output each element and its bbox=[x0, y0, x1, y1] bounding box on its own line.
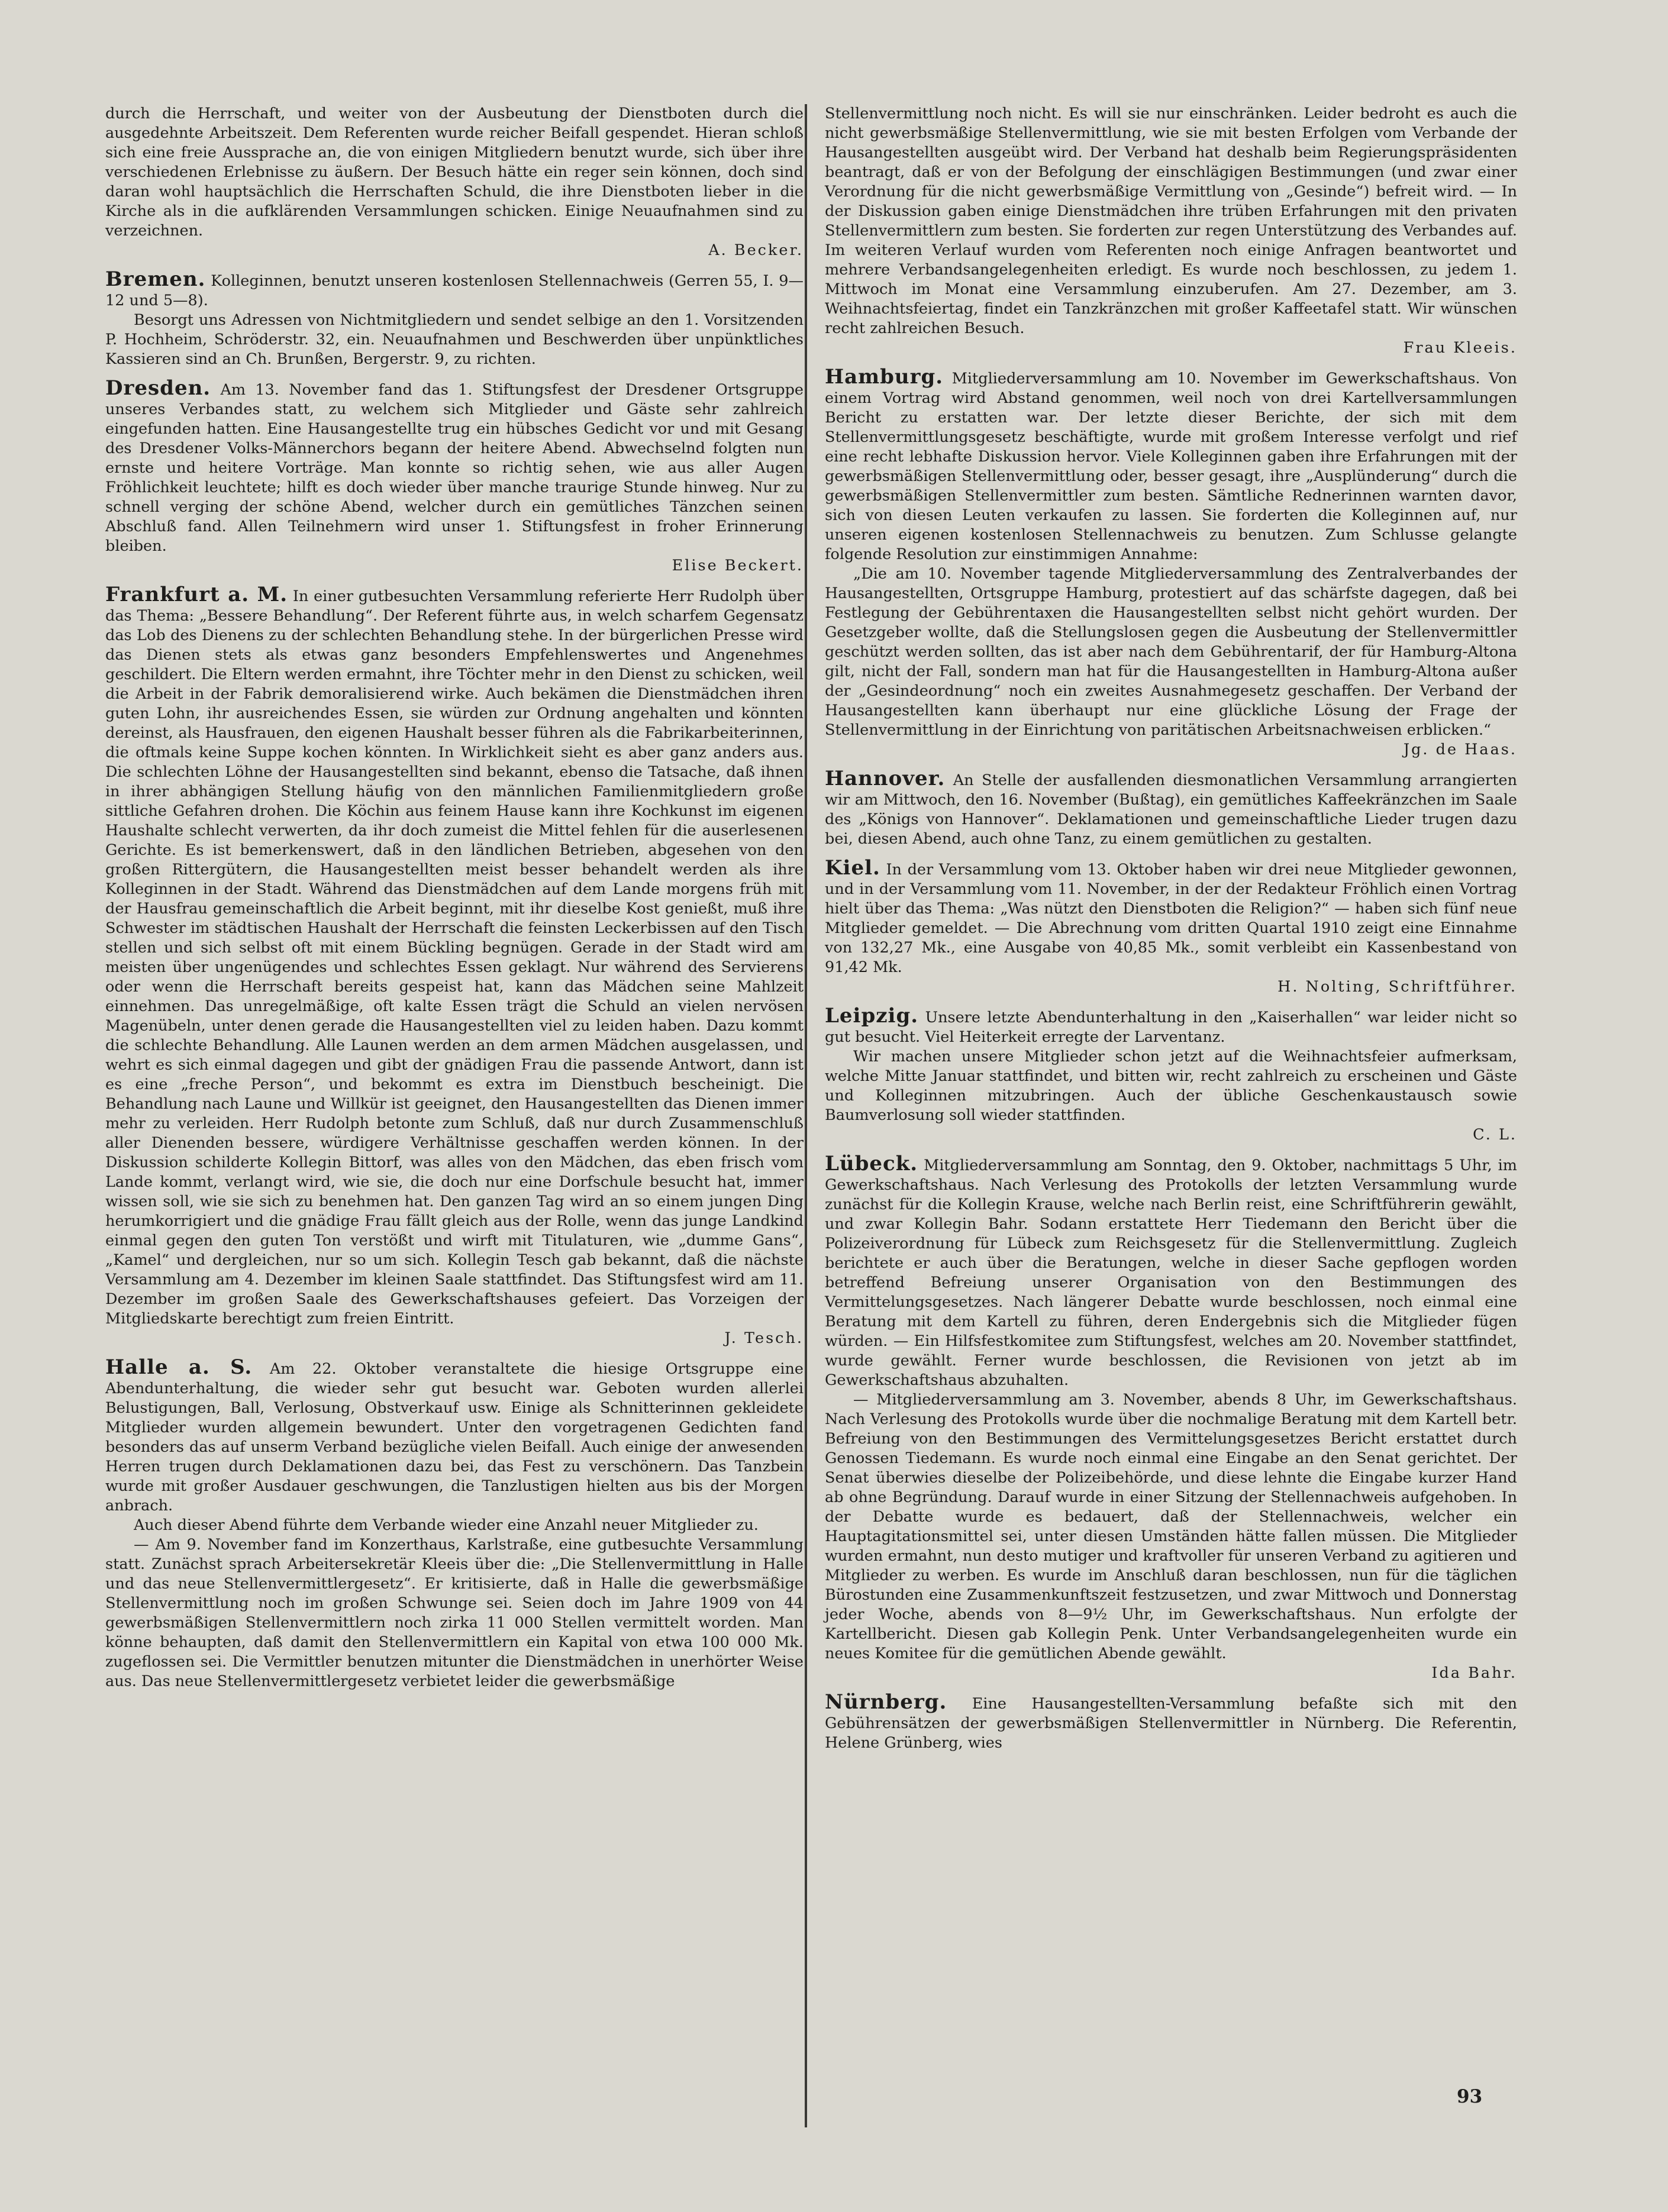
section-hamburg bbox=[825, 367, 1517, 564]
signature: C. L. bbox=[1473, 1126, 1517, 1144]
section-hannover bbox=[825, 769, 1517, 849]
leipzig-text-1: Unsere letzte Abendunterhaltung in den „Kaiserhallen“ war leider nicht so gut besucht. Viel Heiterkeit erregte der Larventanz. bbox=[825, 1009, 1517, 1046]
heading-hannover: Hannover. bbox=[825, 767, 946, 790]
signature: Elise Beckert. bbox=[672, 557, 804, 574]
halle-text-1: Am 22. Oktober veranstaltete die hiesige Ortsgruppe eine Abendunterhaltung, die wieder sehr gut besucht war. Geboten wurden allerlei Belustigungen, Ball, Verlosung, Obstverkauf usw. Einige als Schnitterinnen gekleidete Mitglieder wurden allgemein bewundert. Unter den vorgetragenen Gedichten fand besonders das auf unserm Verband bezügliche vielen Beifall. Auch einige der anwesenden Herren trugen durch Deklamationen dazu bei, das Fest zu verschönern. Das Tanzbein wurde mit großer Ausdauer geschwungen, die Tanzlustigen hielten aus bis der Morgen anbrach. bbox=[105, 1360, 804, 1515]
page-number: 93 bbox=[1457, 2086, 1483, 2107]
article-continuation: Stellenvermittlung noch nicht. Es will sie nur einschränken. Leider bedroht es auch die nicht gewerbsmäßige Stellenvermittlung, wie sie mit besten Erfolgen vom Verbande der Hausangestellten ausgeübt wird. Der Verband hat deshalb beim Regierungspräsidenten beantragt, daß er von der Befolgung der einschlägigen Bestimmungen (und zwar einer Verordnung für die nicht gewerbsmäßige Vermittlung von „Gesinde“) befreit wird. — In der Diskussion gaben einige Dienstmädchen ihre trüben Erfahrungen mit den privaten Stellenvermittlern zum besten. Sie forderten zur regen Unterstützung des Verbandes auf. Im weiteren Verlauf wurden vom Referenten noch einige Anfragen beantwortet und mehrere Verbandsangelegenheiten erledigt. Es wurde noch beschlossen, zu jedem 1. Mittwoch im Monat eine Versammlung einzuberufen. Am 27. Dezember, am 3. Weihnachtsfeiertag, findet ein Tanzkränzchen mit großer Kaffeetafel statt. Wir wünschen recht zahlreichen Besuch. bbox=[825, 105, 1517, 337]
heading-hamburg: Hamburg. bbox=[825, 365, 944, 389]
bremen-text-2: Besorgt uns Adressen von Nichtmitgliedern und sendet selbige an den 1. Vorsitzenden P. Hochheim, Schröderstr. 32, ein. Neuaufnahmen und Beschwerden über unpünktliches Kassieren sind an Ch. Brunßen, Bergerstr. 9, zu richten. bbox=[105, 311, 804, 368]
halle-text-3: — Am 9. November fand im Konzerthaus, Karlstraße, eine gutbesuchte Versammlung statt. Zunächst sprach Arbeitersekretär Kleeis über die: „Die Stellenvermittlung in Halle und das neue Stellenvermittlergesetz“. Er kritisierte, daß in Halle die gewerbsmäßige Stellenvermittlung noch im großen Schwunge sei. Seien doch im Jahre 1909 von 44 gewerbsmäßigen Stellenvermittlern noch zirka 11 000 Stellen vermittelt worden. Man könne behaupten, daß damit den Stellenvermittlern ein Kapital von etwa 100 000 Mk. zugeflossen sei. Die Vermittler benutzen mitunter die Dienstmädchen in unerhörter Weise aus. Das neue Stellenvermittlergesetz verbietet leider die gewerbsmäßige bbox=[105, 1536, 804, 1690]
luebeck-text-2: — Mitgliederversammlung am 3. November, abends 8 Uhr, im Gewerkschaftshaus. Nach Verlesung des Protokolls wurde über die nochmalige Beratung mit dem Kartell betr. Befreiung von den Bestimmungen des Vermittelungsgesetzes Bericht erstattet durch Genossen Tiedemann. Es wurde noch einmal eine Eingabe an den Senat gerichtet. Der Senat überwies dieselbe der Polizeibehörde, und diese lehnte die Eingabe kurzer Hand ab ohne Begründung. Darauf wurde in einer Sitzung der Stellennachweis aufgehoben. In der Debatte wurde es bedauert, daß der Stellennachweis, welcher ein Hauptagitationsmittel sei, unter diesen Umständen hätte fallen müssen. Die Mitglieder wurden ermahnt, nun desto mutiger und kraftvoller für unseren Verband zu agitieren und Mitglieder zu werben. Es wurde im Anschluß daran beschlossen, nun für die täglichen Bürostunden eine Zusammenkunftszeit festzusetzen, und zwar Mittwoch und Donnerstag jeder Woche, abends von 8—9½ Uhr, im Gewerkschaftshaus. Nun erfolgte der Kartellbericht. Diesen gab Kollegin Penk. Unter Verbandsangelegenheiten wurde ein neues Komitee für die gemütlichen Abende gewählt. bbox=[825, 1391, 1517, 1662]
halle-text-2: Auch dieser Abend führte dem Verbande wieder eine Anzahl neuer Mitglieder zu. bbox=[134, 1516, 759, 1534]
section-kiel bbox=[825, 858, 1517, 977]
signature: Ida Bahr. bbox=[1431, 1664, 1517, 1682]
signature: J. Tesch. bbox=[724, 1329, 804, 1347]
luebeck-text-1: Mitgliederversammlung am Sonntag, den 9. Oktober, nachmittags 5 Uhr, im Gewerkschaftshaus. Nach Verlesung des Protokolls der letzten Versammlung wurde zunächst für die Kollegin Krause, welche nach Berlin reist, eine Schriftführerin gewählt, und zwar Kollegin Bahr. Sodann erstattete Herr Tiedemann den Bericht über die Polizeiverordnung für Lübeck zum Reichsgesetz für die Stellenvermittlung. Zugleich berichtete er auch über die Beratungen, welche in dieser Sache gepflogen worden betreffend Befreiung unserer Organisation von den Bestimmungen des Vermittelungsgesetzes. Nach längerer Debatte wurde beschlossen, noch einmal eine Beratung mit dem Kartell zu führen, deren Endergebnis sich die Mitglieder fügen würden. — Ein Hilfsfestkomitee zum Stiftungsfest, welches am 20. November stattfindet, wurde gewählt. Ferner wurde beschlossen, die Revisionen von jetzt ab im Gewerkschaftshaus abzuhalten. bbox=[825, 1157, 1517, 1389]
heading-nuernberg: Nürnberg. bbox=[825, 1690, 947, 1714]
right-column bbox=[825, 104, 1517, 1753]
nuernberg-text: Eine Hausangestellten-Versammlung befaßte sich mit den Gebührensätzen der gewerbsmäßigen Stellenvermittler in Nürnberg. Die Referentin, Helene Grünberg, wies bbox=[825, 1695, 1518, 1752]
signature: Jg. de Haas. bbox=[1403, 741, 1517, 758]
hannover-text: An Stelle der ausfallenden diesmonatlichen Versammlung arrangierten wir am Mittwoch, den 16. November (Bußtag), ein gemütliches Kaffeekränzchen im Saale des „Königs von Hannover“. Deklamationen und gemeinschaftliche Lieder trugen dazu bei, diesen Abend, auch ohne Tanz, zu einem gemütlichen zu gestalten. bbox=[825, 771, 1517, 848]
bremen-text-1: Kolleginnen, benutzt unseren kostenlosen Stellennachweis (Gerren 55, I. 9—12 und 5—8). bbox=[105, 272, 804, 309]
heading-bremen: Bremen. bbox=[105, 267, 206, 291]
heading-frankfurt: Frankfurt a. M. bbox=[105, 583, 288, 606]
signature: H. Nolting, Schriftführer. bbox=[1277, 978, 1517, 996]
heading-dresden: Dresden. bbox=[105, 376, 211, 400]
heading-leipzig: Leipzig. bbox=[825, 1004, 919, 1028]
section-bremen bbox=[105, 267, 804, 311]
heading-halle: Halle a. S. bbox=[105, 1355, 253, 1379]
signature: A. Becker. bbox=[708, 241, 804, 259]
column-divider bbox=[805, 104, 807, 2127]
dresden-text: Am 13. November fand das 1. Stiftungsfest der Dresdener Ortsgruppe unseres Verbandes statt, zu welchem sich Mitglieder und Gäste sehr zahlreich eingefunden hatten. Eine Hausangestellte trug ein hübsches Gedicht vor und mit Gesang des Dresdener Volks-Männerchors begann der heitere Abend. Abwechselnd folgten nun ernste und heitere Vorträge. Man konnte so richtig sehen, wie aus aller Augen Fröhlichkeit leuchtete; hilft es doch wieder über manche traurige Stunde hinweg. Nur zu schnell verging der schöne Abend, welcher durch ein gemütliches Tänzchen seinen Abschluß fand. Allen Teilnehmern wird unser 1. Stiftungsfest in froher Erinnerung bleiben. bbox=[105, 381, 804, 555]
section-halle bbox=[105, 1355, 804, 1516]
leipzig-text-2: Wir machen unsere Mitglieder schon jetzt auf die Weihnachtsfeier aufmerksam, welche Mitte Januar stattfindet, und bitten wir, recht zahlreich zu erscheinen und Gäste und Kolleginnen mitzubringen. Auch der übliche Geschenkaustausch sowie Baumverlosung soll wieder stattfinden. bbox=[825, 1048, 1517, 1124]
section-dresden bbox=[105, 376, 804, 556]
hamburg-resolution: „Die am 10. November tagende Mitgliederversammlung des Zentralverbandes der Hausangestellten, Ortsgruppe Hamburg, protestiert auf das schärfste dagegen, daß bei Festlegung der Gebührentaxen die Hausangestellten selbst nicht gehört wurden. Der Gesetzgeber wollte, daß die Stellungslosen gegen die Ausbeutung der Stellenvermittler geschützt werden sollten, das ist aber nach dem Gebührentarif, der für Hamburg-Altona gilt, nicht der Fall, sondern man hat für die Hausangestellten in Hamburg-Altona außer der „Gesindeordnung“ noch ein zweites Ausnahmegesetz geschaffen. Der Verband der Hausangestellten kann überhaupt nur eine glückliche Lösung der Frage der Stellenvermittlung in der Einrichtung von paritätischen Arbeitsnachweisen erblicken.“ bbox=[825, 565, 1517, 739]
left-column bbox=[105, 104, 804, 1691]
heading-luebeck: Lübeck. bbox=[825, 1152, 918, 1176]
section-nuernberg bbox=[825, 1690, 1518, 1753]
heading-kiel: Kiel. bbox=[825, 856, 880, 880]
section-frankfurt bbox=[105, 585, 804, 1329]
section-luebeck bbox=[825, 1154, 1517, 1390]
kiel-text: In der Versammlung vom 13. Oktober haben wir drei neue Mitglieder gewonnen, und in der Versammlung vom 11. November, in der der Redakteur Fröhlich einen Vortrag hielt über das Thema: „Was nützt den Dienstboten die Religion?“ — haben sich fünf neue Mitglieder gemeldet. — Die Abrechnung vom dritten Quartal 1910 zeigt eine Einnahme von 132,27 Mk., eine Ausgabe von 40,85 Mk., somit verbleibt ein Kassenbestand von 91,42 Mk. bbox=[825, 861, 1517, 976]
signature: Frau Kleeis. bbox=[1403, 339, 1517, 357]
article-continuation: durch die Herrschaft, und weiter von der Ausbeutung der Dienstboten durch die ausgedehnte Arbeitszeit. Dem Referenten wurde reicher Beifall gespendet. Hieran schloß sich eine freie Aussprache an, die von einigen Mitgliedern benutzt wurde, sich über ihre verschiedenen Erlebnisse zu äußern. Der Besuch hätte ein reger sein können, doch sind daran wohl hauptsächlich die Herrschaften Schuld, die ihre Dienstboten lieber in die Kirche als in die aufklärenden Versammlungen schicken. Einige Neuaufnahmen sind zu verzeichnen. bbox=[105, 105, 804, 240]
section-leipzig bbox=[825, 1006, 1517, 1047]
hamburg-text-1: Mitgliederversammlung am 10. November im Gewerkschaftshaus. Von einem Vortrag wird Abstand genommen, weil noch von drei Kartellversammlungen Bericht zu erstatten war. Der letzte dieser Berichte, der sich mit dem Stellenvermittlungsgesetz beschäftigte, wurde mit großem Interesse verfolgt und rief eine recht lebhafte Diskussion hervor. Viele Kolleginnen gaben ihre Erfahrungen mit der gewerbsmäßigen Stellenvermittlung oder, besser gesagt, ihre „Ausplünderung“ durch die gewerbsmäßigen Stellenvermittler zum besten. Sämtliche Rednerinnen warnten davor, sich von diesen Leuten verkaufen zu lassen. Sie forderten die Kolleginnen auf, nur unseren eigenen kostenlosen Stellennachweis zu benutzen. Zum Schlusse gelangte folgende Resolution zur einstimmigen Annahme: bbox=[825, 370, 1517, 563]
frankfurt-text: In einer gutbesuchten Versammlung referierte Herr Rudolph über das Thema: „Bessere Behandlung“. Der Referent führte aus, in welch scharfem Gegensatz das Lob des Dienens zu der schlechten Behandlung stehe. In der bürgerlichen Presse wird das Dienen stets als etwas ganz besonders Empfehlenswertes und Angenehmes geschildert. Die Eltern werden ermahnt, ihre Töchter mehr in den Dienst zu schicken, weil die Arbeit in der Fabrik demoralisierend wirke. Auch bekämen die Dienstmädchen ihren guten Lohn, ihr ausreichendes Essen, sie würden zur Ordnung angehalten und könnten dereinst, als Hausfrauen, den eigenen Haushalt besser führen als die Fabrikarbeiterinnen, die oftmals keine Suppe kochen könnten. In Wirklichkeit sieht es aber ganz anders aus. Die schlechten Löhne der Hausangestellten sind bekannt, ebenso die Tatsache, daß ihnen in ihrer abhängigen Stellung häufig von den männlichen Familienmitgliedern große sittliche Gefahren drohen. Die Köchin aus feinem Hause kann ihre Kochkunst im eigenen Haushalte schlecht verwerten, da ihr doch zumeist die Mittel fehlen für die auserlesenen Gerichte. Es ist bemerkenswert, daß in den ländlichen Betrieben, abgesehen von den großen Rittergütern, die Hausangestellten meist besser behandelt werden als ihre Kolleginnen in der Stadt. Während das Dienstmädchen auf dem Lande morgens früh mit der Hausfrau gemeinschaftlich die Arbeit beginnt, mit ihr dieselbe Kost genießt, muß ihre Schwester im städtischen Haushalt der Herrschaft die feinsten Leckerbissen auf den Tisch stellen und sich selbst oft mit einem Bückling begnügen. Gerade in der Stadt wird am meisten über ungenügendes und schlechtes Essen geklagt. Nur während des Servierens oder wenn die Herrschaft bereits gespeist hat, kann das Mädchen seine Mahlzeit einnehmen. Das unregelmäßige, oft kalte Essen trägt die Schuld an vielen nervösen Magenübeln, unter denen gerade die Hausangestellten viel zu leiden haben. Dazu kommt die schlechte Behandlung. Alle Launen werden an dem armen Mädchen ausgelassen, und wehrt es sich einmal dagegen und gibt der gnädigen Frau die passende Antwort, dann ist es eine „freche Person“, und bekommt es extra im Dienstbuch bescheinigt. Die Behandlung nach Laune und Willkür ist geeignet, den Hausangestellten das Dienen immer mehr zu verleiden. Herr Rudolph betonte zum Schluß, daß nur durch Zusammenschluß aller Dienenden bessere, würdigere Verhältnisse geschaffen werden können. In der Diskussion schilderte Kollegin Bittorf, was alles von den Mädchen, das eben frisch vom Lande kommt, verlangt wird, wie sie, die doch nur eine Dorfschule besucht hat, immer wissen soll, wie sie sich zu benehmen hat. Den ganzen Tag wird an so einem jungen Ding herumkorrigiert und die gnädige Frau fällt gleich aus der Rolle, wenn das junge Landkind einmal gegen den guten Ton verstößt und wirft mit Titulaturen, wie „dumme Gans“, „Kamel“ und dergleichen, nur so um sich. Kollegin Tesch gab bekannt, daß die nächste Versammlung am 4. Dezember im kleinen Saale stattfindet. Das Stiftungsfest wird am 11. Dezember im großen Saale des Gewerkschaftshauses gefeiert. Das Vorzeigen der Mitgliedskarte berechtigt zum freien Eintritt. bbox=[105, 587, 804, 1328]
